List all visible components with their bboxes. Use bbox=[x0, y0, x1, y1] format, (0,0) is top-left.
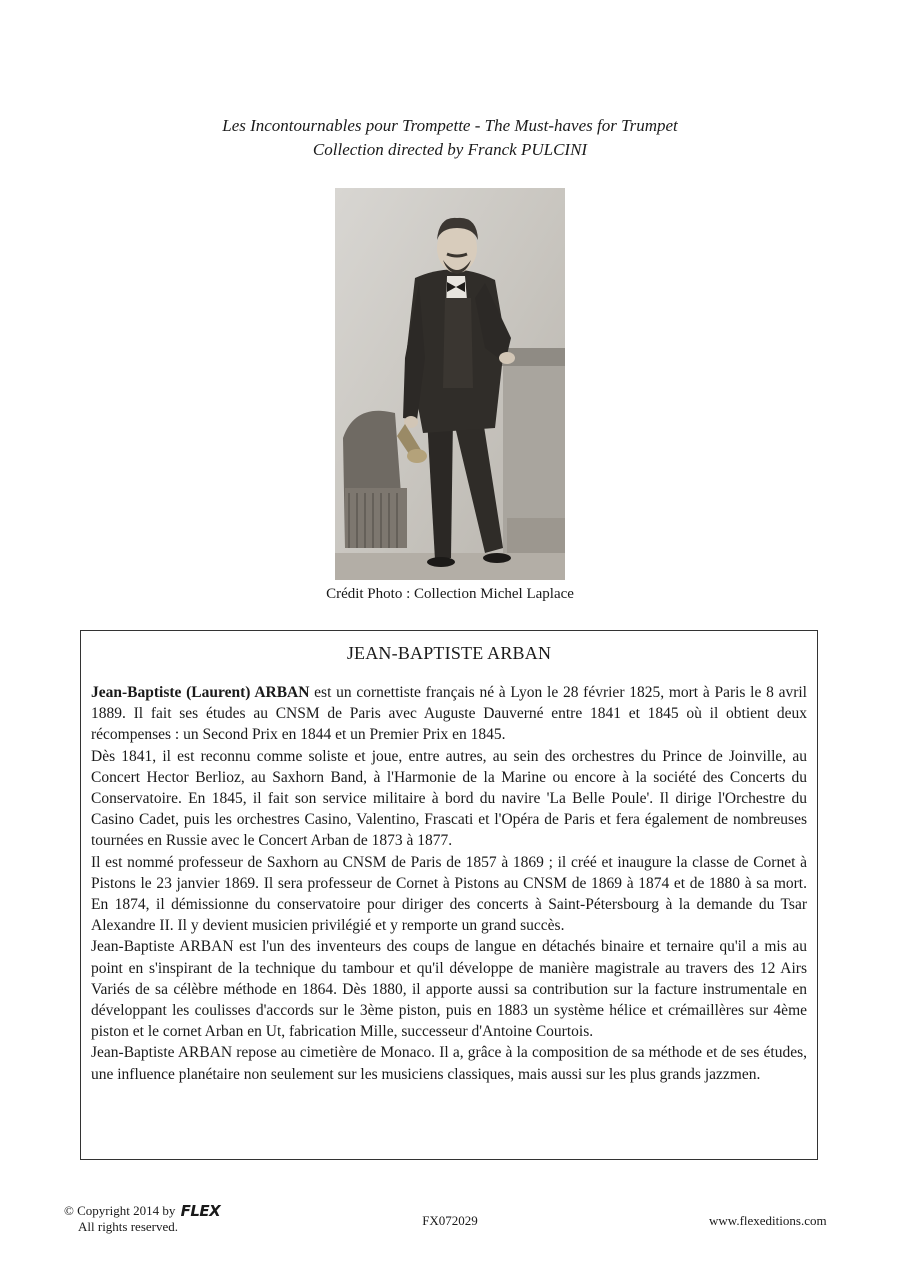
composer-name: Jean-Baptiste (Laurent) ARBAN bbox=[91, 684, 310, 701]
bio-paragraph-5: Jean-Baptiste ARBAN repose au cimetière de Monaco. Il a, grâce à la composition de sa méthode et de ses études, une influence planétaire non seulement sur les musiciens classiques, mais aussi sur les plus grands jazzmen. bbox=[91, 1044, 807, 1083]
biography-box bbox=[80, 630, 818, 1160]
page-header bbox=[0, 114, 900, 162]
bio-paragraph-1 bbox=[91, 682, 807, 746]
catalog-code: FX072029 bbox=[422, 1213, 478, 1228]
website-link[interactable]: www.flexeditions.com bbox=[709, 1213, 827, 1228]
bio-paragraph-4: Jean-Baptiste ARBAN est l'un des inventeurs des coups de langue en détachés binaire et ternaire qu'il a mis au point en s'inspirant de la technique du tambour et qu'il développe de manière magistrale au travers des 12 Airs Variés de sa célèbre méthode en 1864. Dès 1880, il apporte aussi sa contribution sur la facture instrumentale en développant les coulisses d'accords sur le 3ème piston, puis en 1883 un système hélice et crémaillères sur 4ème piston et le cornet Arban en Ut, fabrication Mille, successeur d'Antoine Courtois. bbox=[91, 938, 807, 1041]
flex-logo: FLEX bbox=[180, 1202, 221, 1220]
photo-credit: Crédit Photo : Collection Michel Laplace bbox=[326, 586, 574, 602]
collection-director: Collection directed by Franck PULCINI bbox=[312, 140, 588, 159]
portrait-illustration bbox=[335, 188, 565, 580]
portrait-photo bbox=[335, 188, 565, 580]
rights-text: All rights reserved. bbox=[78, 1219, 179, 1234]
copyright-text: © Copyright 2014 by bbox=[64, 1203, 176, 1218]
collection-title: Les Incontournables pour Trompette - The Must-haves for Trumpet bbox=[222, 116, 678, 135]
bio-paragraph-2: Dès 1841, il est reconnu comme soliste et joue, entre autres, au sein des orchestres du Prince de Joinville, au Concert Hector Berlioz, au Saxhorn Band, à l'Harmonie de la Marine ou encore à la société des Concerts du Conservatoire. En 1845, il fait son service militaire à bord du navire 'La Belle Poule'. Il dirige l'Orchestre du Casino Cadet, puis les orchestres Casino, Valentino, Frascati et l'Opéra de Paris et fera également de nombreuses tournées en Russie avec le Concert Arban de 1873 à 1877. bbox=[91, 747, 807, 850]
biography-title: JEAN-BAPTISTE ARBAN bbox=[346, 643, 552, 663]
bio-paragraph-3: Il est nommé professeur de Saxhorn au CNSM de Paris de 1857 à 1869 ; il créé et inaugure la classe de Cornet à Pistons le 23 janvier 1869. Il sera professeur de Cornet à Pistons au CNSM de 1869 à 1874 et de 1880 à sa mort. En 1874, il démissionne du conservatoire pour diriger des concerts à Saint-Pétersbourg à la demande du Tsar Alexandre II. Il y devient musicien privilégié et y remporte un grand succès. bbox=[91, 853, 807, 935]
bio-paragraph-1-text: est un cornettiste français né à Lyon le 28 février 1825, mort à Paris le 8 avril 1889. Il fait ses études au CNSM de Paris avec Auguste Dauverné entre 1841 et 1845 où il obtient deux récompenses : un Second Prix en 1844 et un Premier Prix en 1845. bbox=[91, 684, 807, 744]
biography-text bbox=[91, 682, 807, 1085]
